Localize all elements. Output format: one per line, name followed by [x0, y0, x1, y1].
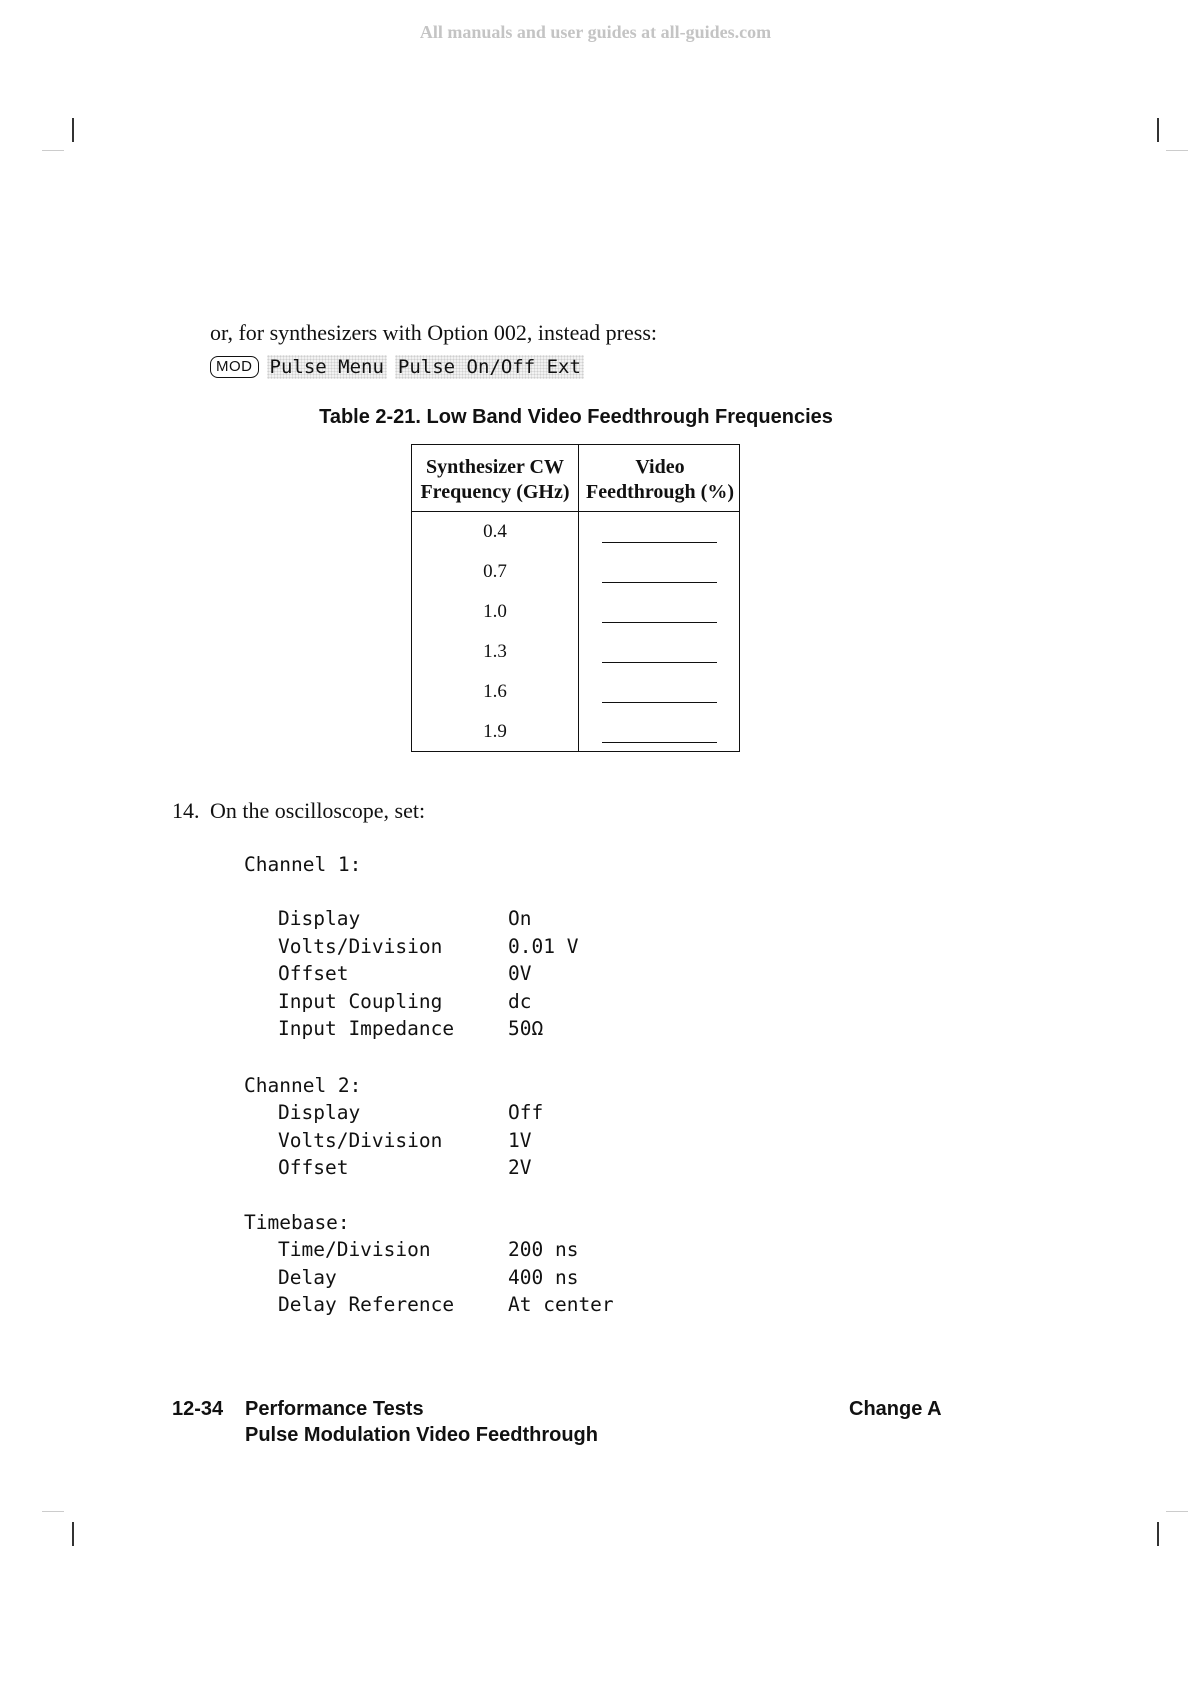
crop-mark-top-right: [1157, 118, 1159, 142]
frequency-cell: 0.4: [483, 521, 507, 542]
setting-name: Volts/Division: [278, 1128, 443, 1152]
setting-row: [244, 1293, 644, 1321]
feedthrough-blank-line: [602, 582, 717, 583]
feedthrough-table: [411, 444, 740, 752]
setting-name: Display: [278, 1101, 361, 1124]
frequency-cell: 1.0: [483, 601, 507, 622]
channel1-section: [244, 853, 579, 1040]
key-sequence: [210, 352, 584, 382]
setting-row: [244, 935, 644, 963]
header-feedthrough-line1: Video: [635, 456, 685, 478]
setting-row: [244, 1101, 644, 1129]
crop-mark-bottom-right: [1157, 1522, 1159, 1546]
channel2-settings: [244, 1101, 644, 1184]
setting-row: [244, 962, 644, 990]
setting-row: [244, 1017, 644, 1045]
setting-value: 2V: [508, 1156, 532, 1179]
setting-value: 1V: [508, 1128, 532, 1152]
table-body: [412, 511, 739, 751]
setting-name: Offset: [278, 962, 349, 985]
crop-tick-top-left: [42, 150, 64, 151]
setting-value: 0.01 V: [508, 934, 579, 958]
crop-tick-bottom-left: [42, 1511, 64, 1512]
table-row: [412, 671, 739, 711]
step-number: 14.: [172, 798, 200, 823]
footer-section-title: Performance Tests: [245, 1398, 424, 1420]
frequency-cell: 1.9: [483, 721, 507, 742]
setting-value: 200 ns: [508, 1238, 579, 1261]
footer-revision: Change A: [849, 1398, 942, 1420]
feedthrough-blank-line: [602, 662, 717, 663]
table-row: [412, 591, 739, 631]
setting-value: At center: [508, 1293, 614, 1316]
frequency-cell: 0.7: [483, 561, 507, 582]
setting-name: Delay: [278, 1265, 337, 1289]
channel2-title: Channel 2:: [244, 1074, 362, 1097]
feedthrough-blank-line: [602, 622, 717, 623]
frequency-cell: 1.3: [483, 641, 507, 662]
header-frequency-line2: Frequency (GHz): [420, 481, 570, 503]
crop-mark-bottom-left: [72, 1522, 74, 1546]
frequency-cell: 1.6: [483, 681, 507, 702]
feedthrough-blank-line: [602, 542, 717, 543]
setting-value: 50Ω: [508, 1017, 544, 1040]
intro-text: or, for synthesizers with Option 002, instead press:: [210, 320, 657, 345]
footer-page-number: 12-34: [172, 1398, 224, 1420]
setting-value: 0V: [508, 962, 532, 985]
setting-value: On: [508, 907, 532, 930]
setting-value: dc: [508, 989, 532, 1013]
table-header-frequency: [412, 455, 578, 505]
feedthrough-blank-line: [602, 702, 717, 703]
crop-tick-bottom-right: [1166, 1511, 1188, 1512]
crop-tick-top-right: [1166, 150, 1188, 151]
step-14: [172, 798, 425, 824]
setting-value: Off: [508, 1101, 544, 1124]
timebase-section: [244, 1211, 614, 1316]
table-row: [412, 711, 739, 751]
setting-row: [244, 1156, 644, 1184]
feedthrough-blank-line: [602, 742, 717, 743]
table-row: [412, 511, 739, 551]
setting-name: Input Impedance: [278, 1017, 455, 1040]
setting-row: [244, 1238, 644, 1266]
channel1-settings: [244, 907, 644, 1045]
watermark-text: All manuals and user guides at all-guides.com: [419, 22, 772, 42]
setting-row: [244, 1266, 644, 1294]
setting-name: Delay Reference: [278, 1293, 455, 1316]
setting-row: [244, 907, 644, 935]
channel2-section: [244, 1074, 544, 1179]
setting-row: [244, 990, 644, 1018]
channel1-title: Channel 1:: [244, 853, 362, 876]
setting-name: Volts/Division: [278, 934, 443, 958]
setting-name: Offset: [278, 1156, 349, 1179]
table-row: [412, 551, 739, 591]
timebase-title: Timebase:: [244, 1211, 350, 1234]
header-feedthrough-line2: Feedthrough (%): [586, 481, 734, 503]
setting-name: Input Coupling: [278, 989, 443, 1013]
setting-row: [244, 1129, 644, 1157]
setting-name: Time/Division: [278, 1238, 431, 1261]
mod-hard-key: MOD: [210, 356, 259, 378]
setting-name: Display: [278, 907, 361, 930]
header-frequency-line1: Synthesizer CW: [426, 456, 564, 478]
step-text: On the oscilloscope, set:: [210, 798, 426, 823]
pulse-menu-softkey: Pulse Menu: [267, 355, 387, 379]
setting-value: 400 ns: [508, 1265, 579, 1289]
table-row: [412, 631, 739, 671]
timebase-settings: [244, 1238, 644, 1321]
table-caption: Table 2-21. Low Band Video Feedthrough Frequencies: [319, 406, 833, 428]
crop-mark-top-left: [72, 118, 74, 142]
footer-subsection-title: Pulse Modulation Video Feedthrough: [245, 1424, 598, 1446]
table-header-feedthrough: [579, 455, 741, 505]
pulse-on-off-ext-softkey: Pulse On/Off Ext: [395, 355, 584, 379]
